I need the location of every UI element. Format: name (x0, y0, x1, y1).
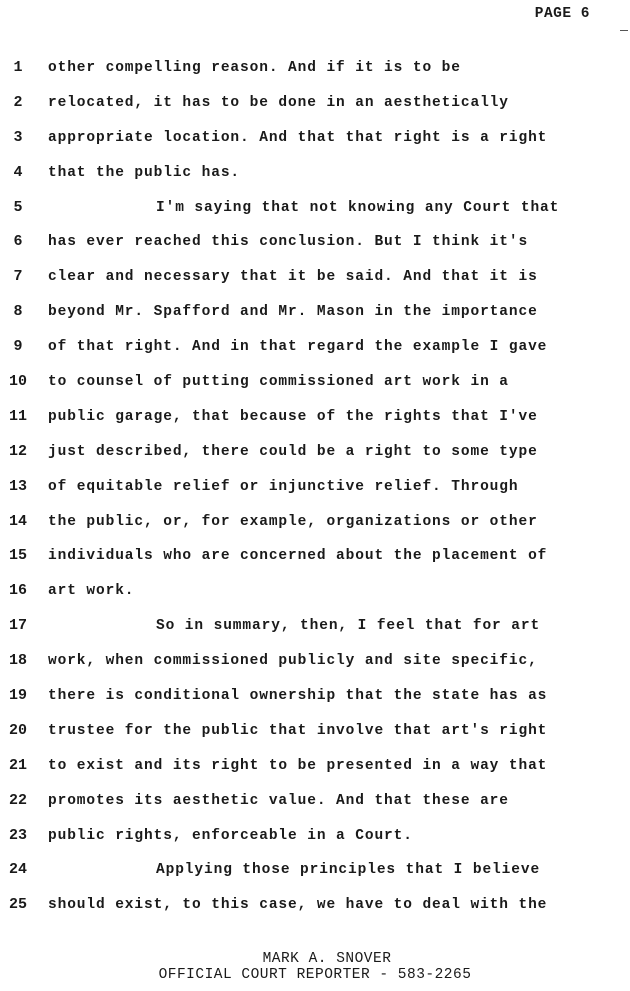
transcript-line (0, 333, 630, 368)
line-text: other compelling reason. And if it is to be (48, 60, 461, 76)
line-number: 21 (8, 756, 27, 774)
line-number: 16 (8, 582, 27, 600)
line-text: that the public has. (48, 164, 241, 181)
transcript-line (0, 403, 630, 438)
line-number: 5 (13, 198, 23, 216)
transcript-line (0, 298, 630, 333)
line-text: of that right. And in that regard the example I gave (48, 339, 548, 356)
transcript-line (0, 89, 630, 124)
transcript-line (0, 787, 630, 822)
line-text: I'm saying that not knowing any Court that (156, 199, 560, 216)
reporter-footer (0, 951, 630, 983)
page-number: PAGE 6 (534, 6, 590, 22)
line-number: 22 (8, 791, 27, 809)
transcript-line (0, 856, 630, 891)
line-number: 9 (13, 338, 23, 356)
line-text: of equitable relief or injunctive relief. Through (48, 478, 519, 495)
line-text: appropriate location. And that that right is a right (48, 129, 548, 146)
line-text: the public, or, for example, organizations or other (48, 513, 538, 530)
reporter-name: MARK A. SNOVER (262, 951, 392, 967)
line-number: 23 (8, 826, 27, 844)
line-text: should exist, to this case, we have to deal with the (48, 897, 548, 914)
line-number: 25 (8, 896, 27, 914)
transcript-line (0, 647, 630, 682)
line-text: beyond Mr. Spafford and Mr. Mason in the importance (48, 304, 538, 321)
line-number: 3 (13, 128, 23, 146)
transcript-line (0, 159, 630, 194)
transcript-line (0, 717, 630, 752)
line-text: art work. (48, 583, 135, 600)
line-number: 2 (13, 93, 23, 111)
transcript-line (0, 438, 630, 473)
transcript-line (0, 228, 630, 263)
line-number: 10 (8, 373, 27, 391)
line-text: public garage, that because of the rights that I've (48, 408, 538, 425)
line-text: relocated, it has to be done in an aesthetically (48, 94, 509, 111)
line-number: 18 (8, 652, 27, 670)
line-text: there is conditional ownership that the state has as (48, 688, 548, 705)
transcript-line (0, 508, 630, 543)
transcript-line (0, 54, 630, 89)
transcript-line (0, 822, 630, 857)
line-text: trustee for the public that involve that art's right (48, 722, 548, 739)
line-number: 12 (8, 442, 27, 460)
line-text: public rights, enforceable in a Court. (48, 827, 413, 844)
line-text: to counsel of putting commissioned art work in a (48, 374, 509, 391)
transcript-line (0, 542, 630, 577)
line-number: 17 (8, 617, 27, 635)
line-number: 20 (8, 721, 27, 739)
line-number: 1 (13, 59, 23, 76)
line-text: to exist and its right to be presented in a way that (48, 757, 548, 774)
line-number: 7 (13, 268, 23, 286)
transcript-line (0, 612, 630, 647)
line-text: work, when commissioned publicly and site specific, (48, 653, 538, 670)
line-text: just described, there could be a right to some type (48, 443, 538, 460)
transcript-line (0, 124, 630, 159)
line-number: 8 (13, 303, 23, 321)
transcript-lines (0, 54, 630, 926)
page-edge-mark (620, 30, 628, 31)
transcript-line (0, 752, 630, 787)
line-text: Applying those principles that I believe (156, 862, 541, 879)
reporter-title: OFFICIAL COURT REPORTER - 583-2265 (158, 967, 472, 983)
line-number: 11 (8, 407, 27, 425)
line-text: clear and necessary that it be said. And that it is (48, 269, 538, 286)
transcript-line (0, 194, 630, 229)
transcript-line (0, 473, 630, 508)
transcript-line (0, 368, 630, 403)
line-number: 19 (8, 687, 27, 705)
transcript-line (0, 577, 630, 612)
line-text: individuals who are concerned about the placement of (48, 548, 548, 565)
line-text: has ever reached this conclusion. But I think it's (48, 234, 529, 251)
line-text: So in summary, then, I feel that for art (156, 618, 541, 635)
line-number: 14 (8, 512, 27, 530)
transcript-line (0, 891, 630, 926)
line-number: 4 (13, 163, 23, 181)
line-number: 13 (8, 477, 27, 495)
line-number: 24 (8, 861, 27, 879)
line-number: 15 (8, 547, 27, 565)
transcript-line (0, 682, 630, 717)
line-text: promotes its aesthetic value. And that these are (48, 792, 509, 809)
line-number: 6 (13, 233, 23, 251)
transcript-line (0, 263, 630, 298)
